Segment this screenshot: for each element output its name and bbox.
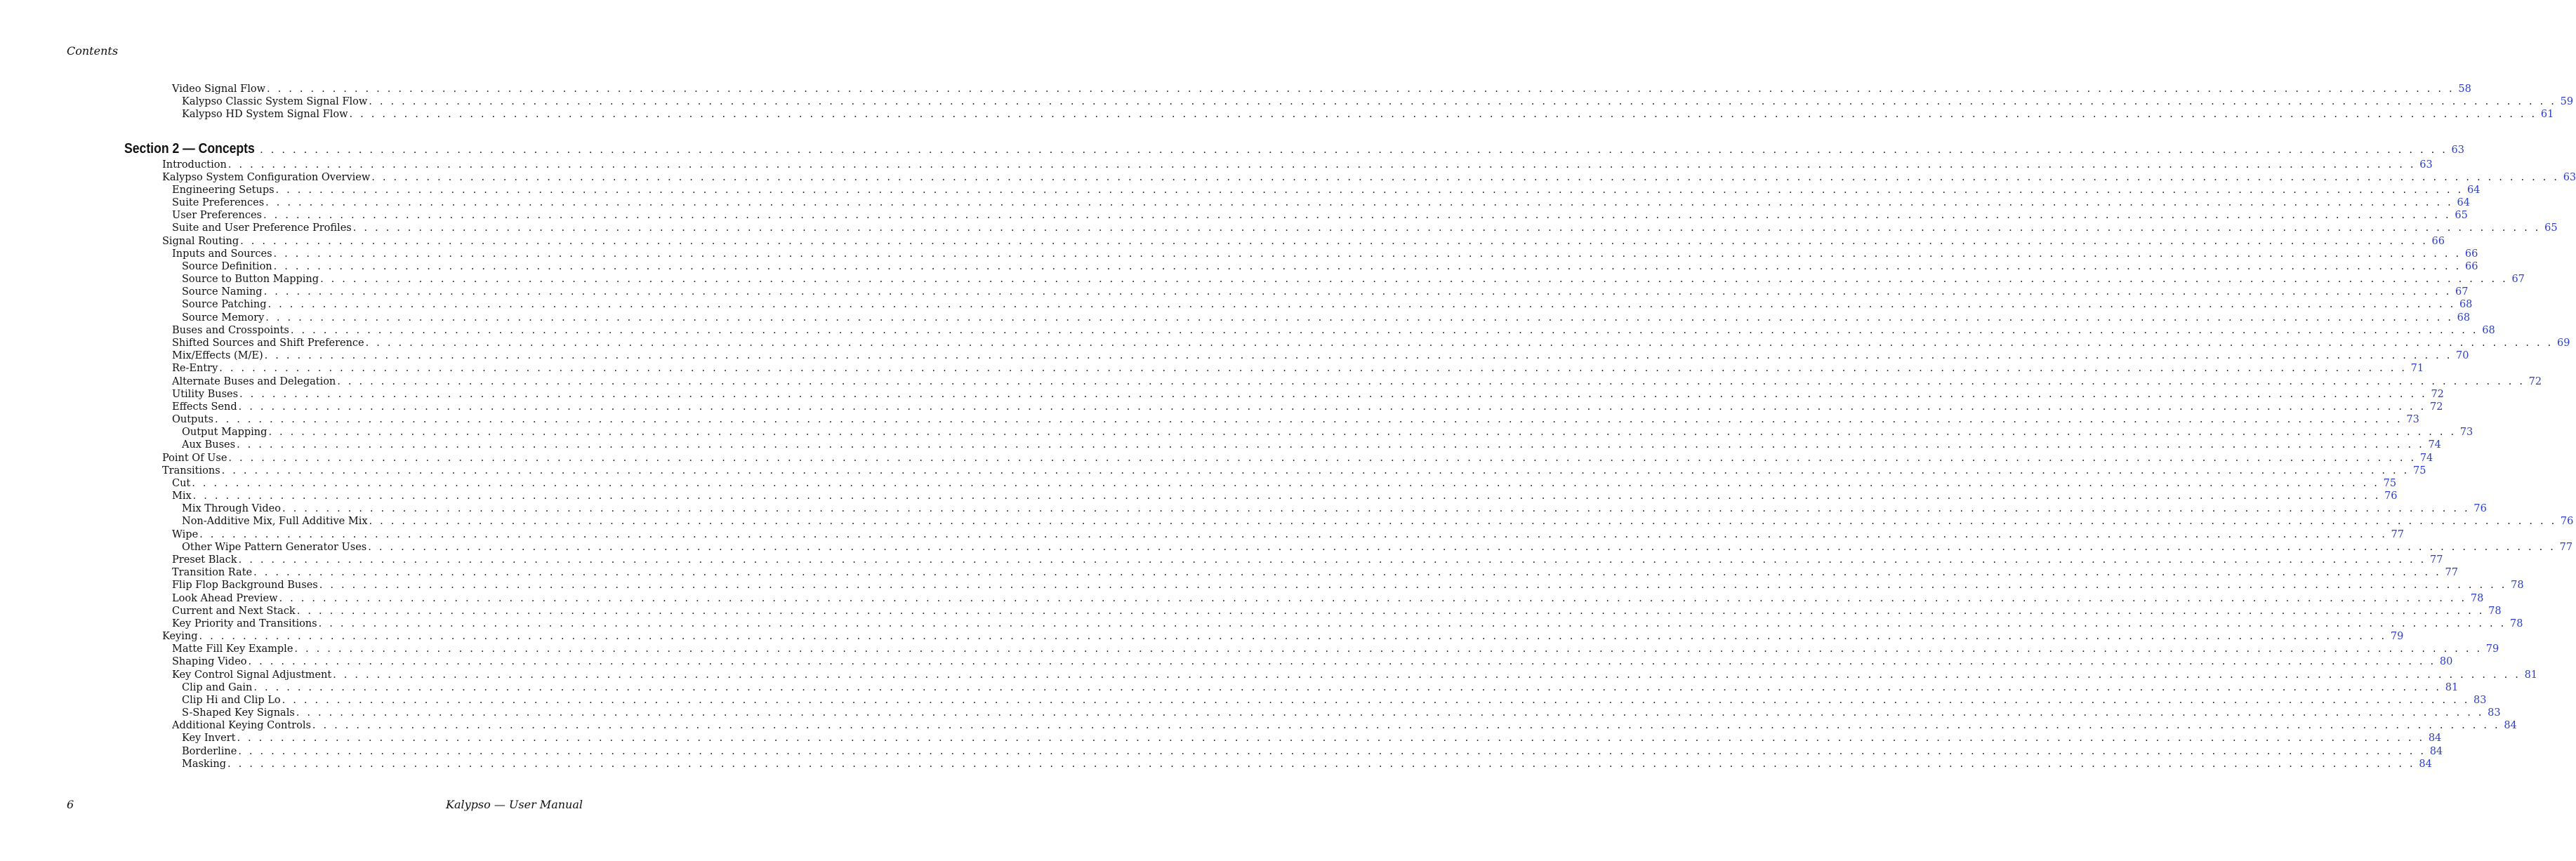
- dot-leader: . . . . . . . . . . . . . . . . . . . . . . . . . . . . . . . . . . . . . . . . . . . . . . . . . . . . . . . . . . . . . . . . . . . . . . . . . . . . . . . . . . . . . . . . . . . . . . . . . . . . . . . . . . . . . . . . . . . . . . . . . . . . . . . . . . . . . . . . . . . . . . . . . . . . . . . . . . . . . . . . . . . . . . . . . . . . . . . . . . . . . . . . . . . . . . . . . . . . . . . .: [263, 210, 2451, 221]
- toc-entry-title: Source Patching: [182, 299, 267, 310]
- toc-page-link[interactable]: 65: [2455, 210, 2468, 221]
- toc-page-link[interactable]: 73: [2459, 427, 2473, 438]
- dot-leader: . . . . . . . . . . . . . . . . . . . . . . . . . . . . . . . . . . . . . . . . . . . . . . . . . . . . . . . . . . . . . . . . . . . . . . . . . . . . . . . . . . . . . . . . . . . . . . . . . . . . . . . . . . . . . . . . . . . . . . . . . . . . . . . . . . . . . . . . . . . . . . . . . . . . . . . . . . . . . . . . . . . . . . . . . . . . . . . . . . . . . . . . . . . . . . . . . . . . . . . .: [192, 478, 2380, 489]
- toc-entry-title: Kalypso Classic System Signal Flow: [182, 96, 368, 107]
- dot-leader: . . . . . . . . . . . . . . . . . . . . . . . . . . . . . . . . . . . . . . . . . . . . . . . . . . . . . . . . . . . . . . . . . . . . . . . . . . . . . . . . . . . . . . . . . . . . . . . . . . . . . . . . . . . . . . . . . . . . . . . . . . . . . . . . . . . . . . . . . . . . . . . . . . . . . . . . . . . . . . . . . . . . . . . . . . . . . . . . . . . . . . . . . . . . . . . . . . . . . . . .: [369, 516, 2557, 527]
- dot-leader: . . . . . . . . . . . . . . . . . . . . . . . . . . . . . . . . . . . . . . . . . . . . . . . . . . . . . . . . . . . . . . . . . . . . . . . . . . . . . . . . . . . . . . . . . . . . . . . . . . . . . . . . . . . . . . . . . . . . . . . . . . . . . . . . . . . . . . . . . . . . . . . . . . . . . . . . . . . . . . . . . . . . . . . . . . . . . . . . . . . . . . . . . . . . . . . . . . . . . . . .: [240, 236, 2428, 247]
- toc-entry[interactable]: [172, 375, 2542, 388]
- dot-leader: . . . . . . . . . . . . . . . . . . . . . . . . . . . . . . . . . . . . . . . . . . . . . . . . . . . . . . . . . . . . . . . . . . . . . . . . . . . . . . . . . . . . . . . . . . . . . . . . . . . . . . . . . . . . . . . . . . . . . . . . . . . . . . . . . . . . . . . . . . . . . . . . . . . . . . . . . . . . . . . . . . . . . . . . . . . . . . . . . . . . . . . . . . . . . . . . . . . . . . . .: [296, 606, 2485, 617]
- toc-entry-title: Key Control Signal Adjustment: [172, 669, 332, 681]
- toc-entry[interactable]: [172, 388, 2444, 401]
- dot-leader: . . . . . . . . . . . . . . . . . . . . . . . . . . . . . . . . . . . . . . . . . . . . . . . . . . . . . . . . . . . . . . . . . . . . . . . . . . . . . . . . . . . . . . . . . . . . . . . . . . . . . . . . . . . . . . . . . . . . . . . . . . . . . . . . . . . . . . . . . . . . . . . . . . . . . . . . . . . . . . . . . . . . . . . . . . . . . . . . . . . . . . . . . . . . . . . . . . . . . . . .: [253, 682, 2442, 693]
- dot-leader: . . . . . . . . . . . . . . . . . . . . . . . . . . . . . . . . . . . . . . . . . . . . . . . . . . . . . . . . . . . . . . . . . . . . . . . . . . . . . . . . . . . . . . . . . . . . . . . . . . . . . . . . . . . . . . . . . . . . . . . . . . . . . . . . . . . . . . . . . . . . . . . . . . . . . . . . . . . . . . . . . . . . . . . . . . . . . . . . . . . . . . . . . . . . . . . . . . . . . . . .: [349, 109, 2537, 120]
- toc-entry-title: Mix/Effects (M/E): [172, 350, 263, 361]
- dot-leader: . . . . . . . . . . . . . . . . . . . . . . . . . . . . . . . . . . . . . . . . . . . . . . . . . . . . . . . . . . . . . . . . . . . . . . . . . . . . . . . . . . . . . . . . . . . . . . . . . . . . . . . . . . . . . . . . . . . . . . . . . . . . . . . . . . . . . . . . . . . . . . . . . . . . . . . . . . . . . . . . . . . . . . . . . . . . . . . . . . . . . . . . . . . . . . . . . . . . . . . .: [273, 248, 2462, 260]
- toc-page-link[interactable]: 68: [2457, 312, 2471, 323]
- toc-entry[interactable]: [182, 515, 2574, 528]
- toc-page-link[interactable]: 72: [2431, 389, 2444, 400]
- toc-entry-title: Video Signal Flow: [172, 84, 265, 95]
- toc-page-link[interactable]: 76: [2384, 490, 2398, 502]
- toc-entry-title: Introduction: [162, 159, 227, 171]
- toc-entry-title: Utility Buses: [172, 389, 239, 400]
- toc-page-link[interactable]: 81: [2445, 682, 2459, 693]
- toc-entry-title: User Preferences: [172, 210, 262, 221]
- dot-leader: . . . . . . . . . . . . . . . . . . . . . . . . . . . . . . . . . . . . . . . . . . . . . . . . . . . . . . . . . . . . . . . . . . . . . . . . . . . . . . . . . . . . . . . . . . . . . . . . . . . . . . . . . . . . . . . . . . . . . . . . . . . . . . . . . . . . . . . . . . . . . . . . . . . . . . . . . . . . . . . . . . . . . . . . . . . . . . . . . . . . . . . . . . . . . . . . . . . . . . . .: [275, 185, 2464, 196]
- toc-page-link[interactable]: 78: [2488, 606, 2502, 617]
- toc-entry[interactable]: [182, 439, 2441, 451]
- toc-page-link[interactable]: 73: [2406, 414, 2419, 425]
- toc-page-link[interactable]: 63: [2419, 159, 2433, 171]
- toc-entry-title: Cut: [172, 478, 191, 489]
- toc-page-link[interactable]: 77: [2445, 567, 2458, 578]
- toc-entry[interactable]: [172, 528, 2404, 541]
- dot-leader: . . . . . . . . . . . . . . . . . . . . . . . . . . . . . . . . . . . . . . . . . . . . . . . . . . . . . . . . . . . . . . . . . . . . . . . . . . . . . . . . . . . . . . . . . . . . . . . . . . . . . . . . . . . . . . . . . . . . . . . . . . . . . . . . . . . . . . . . . . . . . . . . . . . . . . . . . . . . . . . . . . . . . . . . . . . . . . . . . . . . . . . . . . . . . . . . . . . . . . . .: [238, 401, 2426, 413]
- toc-entry[interactable]: [172, 248, 2478, 260]
- toc-entry-title: Masking: [182, 759, 226, 770]
- dot-leader: . . . . . . . . . . . . . . . . . . . . . . . . . . . . . . . . . . . . . . . . . . . . . . . . . . . . . . . . . . . . . . . . . . . . . . . . . . . . . . . . . . . . . . . . . . . . . . . . . . . . . . . . . . . . . . . . . . . . . . . . . . . . . . . . . . . . . . . . . . . . . . . . . . . . . . . . . . . . . . . . . . . . . . . . . . . . . . . . . . . . . . . . . . . . . . . . . . . . . . . .: [237, 733, 2425, 744]
- dot-leader: . . . . . . . . . . . . . . . . . . . . . . . . . . . . . . . . . . . . . . . . . . . . . . . . . . . . . . . . . . . . . . . . . . . . . . . . . . . . . . . . . . . . . . . . . . . . . . . . . . . . . . . . . . . . . . . . . . . . . . . . . . . . . . . . . . . . . . . . . . . . . . . . . . . . . . . . . . . . . . . . . . . . . . . . . . . . . . . . . . . . . . . . . . . . . . . . . . . . . . . .: [337, 376, 2525, 387]
- toc-entry[interactable]: [182, 286, 2469, 298]
- toc-page-link[interactable]: 78: [2509, 618, 2523, 629]
- toc-page-link[interactable]: 63: [2563, 172, 2576, 183]
- dot-leader: . . . . . . . . . . . . . . . . . . . . . . . . . . . . . . . . . . . . . . . . . . . . . . . . . . . . . . . . . . . . . . . . . . . . . . . . . . . . . . . . . . . . . . . . . . . . . . . . . . . . . . . . . . . . . . . . . . . . . . . . . . . . . . . . . . . . . . . . . . . . . . . . . . . . . . . . . . . . . . . . . . . . . . . . . . . . . . . . . . . . . . . . . . . . . . . . . . . . . . . .: [368, 542, 2556, 553]
- toc-page-link[interactable]: 77: [2391, 529, 2404, 540]
- toc-entry[interactable]: [172, 222, 2558, 234]
- toc-page-link[interactable]: 79: [2390, 631, 2404, 642]
- toc-entry[interactable]: [182, 758, 2432, 770]
- dot-leader: . . . . . . . . . . . . . . . . . . . . . . . . . . . . . . . . . . . . . . . . . . . . . . . . . . . . . . . . . . . . . . . . . . . . . . . . . . . . . . . . . . . . . . . . . . . . . . . . . . . . . . . . . . . . . . . . . . . . . . . . . . . . . . . . . . . . . . . . . . . . . . . . . . . . . . . . . . . . . . . . . . . . . . . . . . . . . . . . . . . . . . . . . . . . . . . . . . . . . . . .: [282, 503, 2470, 514]
- toc-entry[interactable]: [182, 298, 2473, 311]
- dot-leader: . . . . . . . . . . . . . . . . . . . . . . . . . . . . . . . . . . . . . . . . . . . . . . . . . . . . . . . . . . . . . . . . . . . . . . . . . . . . . . . . . . . . . . . . . . . . . . . . . . . . . . . . . . . . . . . . . . . . . . . . . . . . . . . . . . . . . . . . . . . . . . . . . . . . . . . . . . . . . . . . . . . . . . . . . . . . . . . . . . . . . . . . . . . . . . . . . . . . . . . .: [238, 746, 2426, 757]
- toc-entry-title: Clip Hi and Clip Lo: [182, 695, 281, 706]
- dot-leader: . . . . . . . . . . . . . . . . . . . . . . . . . . . . . . . . . . . . . . . . . . . . . . . . . . . . . . . . . . . . . . . . . . . . . . . . . . . . . . . . . . . . . . . . . . . . . . . . . . . . . . . . . . . . . . . . . . . . . . . . . . . . . . . . . . . . . . . . . . . . . . . . . . . . . . . . . . . . . . . . . . . . . . . . . . . . . . . . . . . . . . . . . . . . . . . . . . . . . . . .: [227, 159, 2416, 171]
- toc-entry[interactable]: [182, 95, 2574, 108]
- toc-entry[interactable]: [172, 184, 2481, 196]
- toc-entry-title: Source to Button Mapping: [182, 274, 319, 285]
- toc-page-link[interactable]: 74: [2419, 453, 2433, 464]
- toc-entry-title: Source Definition: [182, 261, 272, 272]
- footer-page-number: 6: [67, 798, 74, 811]
- dot-leader: . . . . . . . . . . . . . . . . . . . . . . . . . . . . . . . . . . . . . . . . . . . . . . . . . . . . . . . . . . . . . . . . . . . . . . . . . . . . . . . . . . . . . . . . . . . . . . . . . . . . . . . . . . . . . . . . . . . . . . . . . . . . . . . . . . . . . . . . . . . . . . . . . . . . . . . . . . . . . . . . . . . . . . . . . . . . . . . . . . . . . . . . . . . . . . . . . . . . . . . .: [290, 325, 2478, 336]
- toc-entry-title: Additional Keying Controls: [172, 720, 311, 731]
- dot-leader: . . . . . . . . . . . . . . . . . . . . . . . . . . . . . . . . . . . . . . . . . . . . . . . . . . . . . . . . . . . . . . . . . . . . . . . . . . . . . . . . . . . . . . . . . . . . . . . . . . . . . . . . . . . . . . . . . . . . . . . . . . . . . . . . . . . . . . . . . . . . . . . . . . . . . . . . . . . . . . . . . . . . . . . . . . . . . . . . . . . . . . . . . . . . . . . . . . . . . . . .: [279, 593, 2467, 604]
- toc-entry[interactable]: [182, 707, 2501, 719]
- dot-leader: . . . . . . . . . . . . . . . . . . . . . . . . . . . . . . . . . . . . . . . . . . . . . . . . . . . . . . . . . . . . . . . . . . . . . . . . . . . . . . . . . . . . . . . . . . . . . . . . . . . . . . . . . . . . . . . . . . . . . . . . . . . . . . . . . . . . . . . . . . . . . . . . . . . . . . . . . . . . . . . . . . . . . . . . . . . . . . . . . . . . . . . . . . . . . . . . . . . . . . . .: [352, 222, 2541, 234]
- toc-entry[interactable]: [182, 426, 2473, 439]
- toc-entry[interactable]: [172, 490, 2398, 502]
- toc-entry[interactable]: [172, 605, 2502, 618]
- toc-entry-title: Wipe: [172, 529, 199, 540]
- toc-page-link[interactable]: 68: [2482, 325, 2495, 336]
- toc-page-link[interactable]: 80: [2439, 656, 2453, 667]
- dot-leader: . . . . . . . . . . . . . . . . . . . . . . . . . . . . . . . . . . . . . . . . . . . . . . . . . . . . . . . . . . . . . . . . . . . . . . . . . . . . . . . . . . . . . . . . . . . . . . . . . . . . . . . . . . . . . . . . . . . . . . . . . . . . . . . . . . . . . . . . . . . . . . . . . . . . . . . . . . . . . . . . . . . . . . . . . . . . . . . . . . . . . . . . . . . . . . . . . . . . . . . .: [266, 84, 2455, 95]
- toc-entry[interactable]: [172, 337, 2570, 349]
- toc-entry-title: Key Priority and Transitions: [172, 618, 317, 629]
- toc-entry-title: Keying: [162, 631, 198, 642]
- toc-entry-title: Transition Rate: [172, 567, 253, 578]
- toc-entry-title: Kalypso System Configuration Overview: [162, 172, 371, 183]
- toc-page-link[interactable]: 84: [2419, 759, 2432, 770]
- toc-entry-title: Point Of Use: [162, 453, 227, 464]
- toc-entry-title: Re-Entry: [172, 363, 218, 374]
- toc-page-link[interactable]: 64: [2466, 185, 2481, 196]
- dot-leader: . . . . . . . . . . . . . . . . . . . . . . . . . . . . . . . . . . . . . . . . . . . . . . . . . . . . . . . . . . . . . . . . . . . . . . . . . . . . . . . . . . . . . . . . . . . . . . . . . . . . . . . . . . . . . . . . . . . . . . . . . . . . . . . . . . . . . . . . . . . . . . . . . . . . . . . . . . . . . . . . . . . . . . . . . . . . . . . . . . . . . . . . . . . . . . . . . . . . . . . .: [192, 490, 2381, 502]
- toc-entry[interactable]: [172, 413, 2419, 426]
- dot-leader: . . . . . . . . . . . . . . . . . . . . . . . . . . . . . . . . . . . . . . . . . . . . . . . . . . . . . . . . . . . . . . . . . . . . . . . . . . . . . . . . . . . . . . . . . . . . . . . . . . . . . . . . . . . . . . . . . . . . . . . . . . . . . . . . . . . . . . . . . . . . . . . . . . . . . . . . . . . . . . . . . . . . . . . . . . . . . . . . . . . . . . . . . . . . . . . . . . . . . . . .: [268, 427, 2457, 438]
- toc-entry-title: Alternate Buses and Delegation: [172, 376, 336, 387]
- toc-page-link[interactable]: 76: [2560, 516, 2574, 527]
- dot-leader: . . . . . . . . . . . . . . . . . . . . . . . . . . . . . . . . . . . . . . . . . . . . . . . . . . . . . . . . . . . . . . . . . . . . . . . . . . . . . . . . . . . . . . . . . . . . . . . . . . . . . . . . . . . . . . . . . . . . . . . . . . . . . . . . . . . . . . . . . . . . . . . . . . . . . . . . . . . . . . . . . . . . . . . . . . . . . . . . . . . . . . . . . . . . . . . . . . . . . . . .: [267, 299, 2456, 310]
- toc-entry-title: Flip Flop Background Buses: [172, 580, 318, 591]
- toc-entry[interactable]: [172, 669, 2538, 681]
- dot-leader: . . . . . . . . . . . . . . . . . . . . . . . . . . . . . . . . . . . . . . . . . . . . . . . . . . . . . . . . . . . . . . . . . . . . . . . . . . . . . . . . . . . . . . . . . . . . . . . . . . . . . . . . . . . . . . . . . . . . . . . . . . . . . . . . . . . . . . . . . . . . . . . . . . . . . . . . . . . . . . . . . . . . . . . . . . . . . . . . . . . . . . . . . . . . . . . . . . . . . . . .: [264, 350, 2452, 361]
- toc-entry-title: Section 2 — Concepts: [124, 141, 255, 156]
- dot-leader: . . . . . . . . . . . . . . . . . . . . . . . . . . . . . . . . . . . . . . . . . . . . . . . . . . . . . . . . . . . . . . . . . . . . . . . . . . . . . . . . . . . . . . . . . . . . . . . . . . . . . . . . . . . . . . . . . . . . . . . . . . . . . . . . . . . . . . . . . . . . . . . . . . . . . . . . . . . . . . . . . . . . . . . . . . . . . . . . . . . . . . . . . . . . . . . . . . . . . . . .: [221, 465, 2410, 476]
- toc-page-link[interactable]: 83: [2488, 707, 2501, 719]
- dot-leader: . . . . . . . . . . . . . . . . . . . . . . . . . . . . . . . . . . . . . . . . . . . . . . . . . . . . . . . . . . . . . . . . . . . . . . . . . . . . . . . . . . . . . . . . . . . . . . . . . . . . . . . . . . . . . . . . . . . . . . . . . . . . . . . . . . . . . . . . . . . . . . . . . . . . . . . . . . . . . . . . . . . . . . . . . . . . . . . . . . . . . . . . . . . . . . . . . . . . . . . .: [265, 312, 2454, 323]
- dot-leader: . . . . . . . . . . . . . . . . . . . . . . . . . . . . . . . . . . . . . . . . . . . . . . . . . . . . . . . . . . . . . . . . . . . . . . . . . . . . . . . . . . . . . . . . . . . . . . . . . . . . . . . . . . . . . . . . . . . . . . . . . . . . . . . . . . . . . . . . . . . . . . . . . . . . . . . . . . . . . . . . . . . . . . . . . . . . . . . . . . . . . . . . . . . . . . . . . . . . . . . .: [318, 618, 2506, 629]
- toc-page-link[interactable]: 81: [2524, 669, 2538, 681]
- toc-page-link[interactable]: 67: [2455, 286, 2469, 298]
- toc-entry-title: Look Ahead Preview: [172, 593, 278, 604]
- toc-entry-title: S-Shaped Key Signals: [182, 707, 295, 719]
- toc-entry-title: Suite and User Preference Profiles: [172, 222, 352, 234]
- toc-entry[interactable]: [162, 465, 2426, 477]
- dot-leader: . . . . . . . . . . . . . . . . . . . . . . . . . . . . . . . . . . . . . . . . . . . . . . . . . . . . . . . . . . . . . . . . . . . . . . . . . . . . . . . . . . . . . . . . . . . . . . . . . . . . . . . . . . . . . . . . . . . . . . . . . . . . . . . . . . . . . . . . . . . . . . . . . . . . . . . . . . . . . . . . . . . . . . . . . . . . . . . . . . . . . . . . . . . . . . . . . . . . . . . .: [253, 567, 2441, 578]
- dot-leader: . . . . . . . . . . . . . . . . . . . . . . . . . . . . . . . . . . . . . . . . . . . . . . . . . . . . . . . . . . . . . . . . . . . . . . . . . . . . . . . . . . . . . . . . . . . . . . . . . . . . . . . . . . . . . . . . . . . . . . . . . . . . . . . . . . . . . . . . . . . . . . . . . . . . . . . . . . . . . . . . . . . . . . . . . . . . . . . . . . . . . . . . . . . . . . . . . . . . . . . .: [371, 172, 2560, 183]
- toc-entry-title: Effects Send: [172, 401, 237, 413]
- toc-entry[interactable]: [172, 643, 2499, 655]
- toc-entry[interactable]: [162, 159, 2433, 171]
- toc-entry[interactable]: [172, 719, 2517, 732]
- toc-entry-title: Mix Through Video: [182, 503, 281, 514]
- toc-entry-title: Borderline: [182, 746, 237, 757]
- dot-leader: . . . . . . . . . . . . . . . . . . . . . . . . . . . . . . . . . . . . . . . . . . . . . . . . . . . . . . . . . . . . . . . . . . . . . . . . . . . . . . . . . . . . . . . . . . . . . . . . . . . . . . . . . . . . . . . . . . . . . . . . . . . . . . . . . . . . . . . . . . . . . . . . . . . . . . . . . . . . . . . . . . . . . . . . . . . . . . . . . . . . . . . . . . . . . . . . . . . . . . . .: [199, 631, 2387, 642]
- toc-page-link[interactable]: 84: [2428, 733, 2442, 744]
- dot-leader: . . . . . . . . . . . . . . . . . . . . . . . . . . . . . . . . . . . . . . . . . . . . . . . . . . . . . . . . . . . . . . . . . . . . . . . . . . . . . . . . . . . . . . . . . . . . . . . . . . . . . . . . . . . . . . . . . . . . . . . . . . . . . . . . . . . . . . . . . . . . . . . . . . . . . . . . . . . . . . . . . . . . . . . . . . . . . . . . . . . . . . . . . . . . . . . . . . . . . . . .: [273, 261, 2462, 272]
- toc-page-link[interactable]: 67: [2511, 274, 2525, 285]
- toc-entry[interactable]: [182, 541, 2573, 554]
- dot-leader: . . . . . . . . . . . . . . . . . . . . . . . . . . . . . . . . . . . . . . . . . . . . . . . . . . . . . . . . . . . . . . . . . . . . . . . . . . . . . . . . . . . . . . . . . . . . . . . . . . . . . . . . . . . . . . . . . . . . . . . . . . . . . . . . . . . . . . . . . . . . . . . . . . . . . . . . . . . . . . . . . . . . . . . . . . . . . . . . . . . . . . . . . . . . . . . . . . . . . . . .: [237, 439, 2424, 450]
- toc-entry-title: Preset Black: [172, 554, 237, 566]
- toc-entry[interactable]: [172, 655, 2453, 668]
- toc-page-link[interactable]: 83: [2473, 695, 2487, 706]
- dot-leader: . . . . . . . . . . . . . . . . . . . . . . . . . . . . . . . . . . . . . . . . . . . . . . . . . . . . . . . . . . . . . . . . . . . . . . . . . . . . . . . . . . . . . . . . . . . . . . . . . . . . . . . . . . . . . . . . . . . . . . . . . . . . . . . . . . . . . . . . . . . . . . . . . . . . . . . . . . . . . . . . . . . . . . . . . . . . . . . . . . . . . . . . . . . . . . . . . . . . . . . .: [248, 656, 2436, 667]
- toc-page-link[interactable]: 72: [2430, 401, 2443, 413]
- toc-page-link[interactable]: 59: [2560, 96, 2574, 107]
- toc-entry[interactable]: [172, 554, 2443, 566]
- toc-page-link[interactable]: 66: [2465, 261, 2478, 272]
- dot-leader: . . . . . . . . . . . . . . . . . . . . . . . . . . . . . . . . . . . . . . . . . . . . . . . . . . . . . . . . . . . . . . . . . . . . . . . . . . . . . . . . . . . . . . . . . . . . . . . . . . . . . . . . . . . . . . . . . . . . . . . . . . . . . . . . . . . . . . . . . . . . . . . . . . . . . . . . . . . . . . . . . . . . . . . . . . . . . . . . . . . . . . . . . . . . . . . . . . . . . . . .: [199, 529, 2387, 540]
- toc-section-heading[interactable]: [124, 140, 2464, 157]
- toc-entry[interactable]: [182, 108, 2554, 121]
- toc-page-link[interactable]: 58: [2458, 84, 2471, 95]
- toc-entry-title: Outputs: [172, 414, 213, 425]
- toc-page-link[interactable]: 74: [2428, 439, 2441, 450]
- toc-entry[interactable]: [162, 630, 2404, 643]
- toc-entry-title: Inputs and Sources: [172, 248, 272, 260]
- toc-page-link[interactable]: 66: [2431, 236, 2445, 247]
- toc-page-link[interactable]: 78: [2511, 580, 2524, 591]
- toc-entry-title: Shifted Sources and Shift Preference: [172, 338, 364, 349]
- toc-page-link[interactable]: 64: [2457, 197, 2470, 208]
- toc-entry-title: Aux Buses: [182, 439, 236, 450]
- toc-entry[interactable]: [172, 362, 2424, 375]
- dot-leader: . . . . . . . . . . . . . . . . . . . . . . . . . . . . . . . . . . . . . . . . . . . . . . . . . . . . . . . . . . . . . . . . . . . . . . . . . . . . . . . . . . . . . . . . . . . . . . . . . . . . . . . . . . . . . . . . . . . . . . . . . . . . . . . . . . . . . . . . . . . . . . . . . . . . . . . . . . . . . . . . . . . . . . . . . . . . . . . . . . . . . . . . . . . . . . . . . . . . . . . .: [333, 669, 2521, 681]
- dot-leader: . . . . . . . . . . . . . . . . . . . . . . . . . . . . . . . . . . . . . . . . . . . . . . . . . . . . . . . . . . . . . . . . . . . . . . . . . . . . . . . . . . . . . . . . . . . . . . . . . . . . . . . . . . . . . . . . . . . . . . . . . . . . . . . . . . . . . . . . . . . . . . . . . . . . . . . . . . . . . . . . . . . . . . . . . . . . . . . . . . . . . . . . . . . . . . . . . . . . . . . .: [265, 197, 2453, 208]
- dot-leader: . . . . . . . . . . . . . . . . . . . . . . . . . . . . . . . . . . . . . . . . . . . . . . . . . . . . . . . . . . . . . . . . . . . . . . . . . . . . . . . . . . . . . . . . . . . . . . . . . . . . . . . . . . . . . . . . . . . . . . . . . . . . . . . . . . . . . . . . . . . . . . . . . . . . . . . . . . . . . . . . . . . . . . . . . . . . . . . . . . . . . . . . . . . . . . . . . . . . . . . .: [312, 720, 2500, 731]
- toc-page-link[interactable]: 66: [2464, 248, 2478, 260]
- toc-entry-title: Key Invert: [182, 733, 236, 744]
- toc-entry[interactable]: [162, 171, 2576, 184]
- toc-entry-title: Clip and Gain: [182, 682, 253, 693]
- toc-entry-title: Mix: [172, 490, 192, 502]
- dot-leader: . . . . . . . . . . . . . . . . . . . . . . . . . . . . . . . . . . . . . . . . . . . . . . . . . . . . . . . . . . . . . . . . . . . . . . . . . . . . . . . . . . . . . . . . . . . . . . . . . . . . . . . . . . . . . . . . . . . . . . . . . . . . . . . . . . . . . . . . . . . . . . . . . . . . . . . . . . . . . . . . . . . . . . . . . . . . . . . . . . . . . . . . . . . . . . . . . . . . . . . .: [319, 580, 2507, 591]
- toc-entry[interactable]: [172, 477, 2397, 490]
- dot-leader: . . . . . . . . . . . . . . . . . . . . . . . . . . . . . . . . . . . . . . . . . . . . . . . . . . . . . . . . . . . . . . . . . . . . . . . . . . . . . . . . . . . . . . . . . . . . . . . . . . . . . . . . . . . . . . . . . . . . . . . . . . . . . . . . . . . . . . . . . . . . . . . . . . . . . . . . . . . . . . . . . . . . . . . . . . . . . . . . . . . . . . . . . . . . . . . . . . . . . . . .: [365, 338, 2554, 349]
- toc-entry-title: Kalypso HD System Signal Flow: [182, 109, 348, 120]
- dot-leader: . . . . . . . . . . . . . . . . . . . . . . . . . . . . . . . . . . . . . . . . . . . . . . . . . . . . . . . . . . . . . . . . . . . . . . . . . . . . . . . . . . . . . . . . . . . . . . . . . . . . . . . . . . . . . . . . . . . . . . . . . . . . . . . . . . . . . . . . . . . . . . . . . . . . . . . . . . . . . . . . . . . . . . . . . . . . . . . . . . . . . . . . . . . . . . . . . . . . . . . .: [219, 363, 2407, 374]
- running-head: Contents: [67, 44, 119, 58]
- dot-leader: . . . . . . . . . . . . . . . . . . . . . . . . . . . . . . . . . . . . . . . . . . . . . . . . . . . . . . . . . . . . . . . . . . . . . . . . . . . . . . . . . . . . . . . . . . . . . . . . . . . . . . . . . . . . . . . . . . . . . . . . . . . . . . . . . . . . . . . . . . . . . . . . . . . . . . . . . . . . . . . . . . . . . . . . . . . . . . . . . . . . . . . . . . . . . . . . . . . . . . . .: [294, 643, 2483, 655]
- toc-entry[interactable]: [182, 502, 2487, 515]
- toc-entry-title: Source Memory: [182, 312, 265, 323]
- toc-entry[interactable]: [182, 312, 2471, 324]
- toc-page-link[interactable]: 71: [2410, 363, 2424, 374]
- toc-entry-title: Transitions: [162, 465, 220, 476]
- toc-page-link[interactable]: 75: [2413, 465, 2426, 476]
- dot-leader: . . . . . . . . . . . . . . . . . . . . . . . . . . . . . . . . . . . . . . . . . . . . . . . . . . . . . . . . . . . . . . . . . . . . . . . . . . . . . . . . . . . . . . . . . . . . . . . . . . . . . . . . . . . . . . . . . . . . . . . . . . . . . . . . . . . . . . . . . . . . . . . . . . . . . . . . . . . . . . . . . . . . . . . . . . . . . . . . . . . . . . . . . . . . . . . . . . . . . . . .: [369, 96, 2557, 107]
- toc-entry-title: Current and Next Stack: [172, 606, 296, 617]
- toc-entry-title: Output Mapping: [182, 427, 267, 438]
- footer-manual-title: Kalypso — User Manual: [446, 798, 583, 811]
- toc-entry[interactable]: [172, 196, 2470, 209]
- toc-entry-title: Suite Preferences: [172, 197, 265, 208]
- toc-page-link[interactable]: 75: [2383, 478, 2397, 489]
- toc-page-link[interactable]: 76: [2473, 503, 2487, 514]
- toc-entry[interactable]: [172, 349, 2469, 362]
- dot-leader: . . . . . . . . . . . . . . . . . . . . . . . . . . . . . . . . . . . . . . . . . . . . . . . . . . . . . . . . . . . . . . . . . . . . . . . . . . . . . . . . . . . . . . . . . . . . . . . . . . . . . . . . . . . . . . . . . . . . . . . . . . . . . . . . . . . . . . . . . . . . . . . . . . . . . . . . . . . . . . . . . . . . . . . . . . . . . . . . . . . . . . . . . . . . . . . . . . . . . . . .: [263, 286, 2452, 298]
- dot-leader: . . . . . . . . . . . . . . . . . . . . . . . . . . . . . . . . . . . . . . . . . . . . . . . . . . . . . . . . . . . . . . . . . . . . . . . . . . . . . . . . . . . . . . . . . . . . . . . . . . . . . . . . . . . . . . . . . . . . . . . . . . . . . . . . . . . . . . . . . . . . . . . . . . . . . . . . . . . . . . . . . . . . . . . . . . . . . . . . . . . . . . . . . . . . . . . . . . . . . . . .: [227, 759, 2415, 770]
- toc-entry[interactable]: [162, 235, 2445, 248]
- toc-entry[interactable]: [182, 732, 2442, 745]
- toc-entry[interactable]: [162, 452, 2433, 465]
- toc-entry[interactable]: [172, 592, 2484, 605]
- dot-leader: . . . . . . . . . . . . . . . . . . . . . . . . . . . . . . . . . . . . . . . . . . . . . . . . . . . . . . . . . . . . . . . . . . . . . . . . . . . . . . . . . . . . . . . . . . . . . . . . . . . . . . . . . . . . . . . . . . . . . . . . . . . . . . . . . . . . . . . . . . . . . . . . . . . . . . . . . . . . . . . . . . . . . . . . . . . . . . . . . . . . . . . . . . . . . . . . . . . . . . . .: [228, 453, 2417, 464]
- toc-page-link[interactable]: 77: [2429, 554, 2443, 566]
- dot-leader: . . . . . . . . . . . . . . . . . . . . . . . . . . . . . . . . . . . . . . . . . . . . . . . . . . . . . . . . . . . . . . . . . . . . . . . . . . . . . . . . . . . . . . . . . . . . . . . . . . . . . . . . . . . . . . . . . . . . . . . . . . . . . . . . . . . . . . . . . . . . . . . . . . . . . . . . . . . . . . . . . . . . . . . . . . . . . . . . . . . . . . . . . . . . . . . . . . . . . . . .: [320, 274, 2508, 285]
- toc-entry[interactable]: [172, 324, 2495, 337]
- toc-page-link[interactable]: 68: [2459, 299, 2473, 310]
- toc-entry-title: Source Naming: [182, 286, 263, 298]
- toc-page-link[interactable]: 65: [2544, 222, 2558, 234]
- toc-entry[interactable]: [182, 260, 2478, 273]
- toc-entry-title: Other Wipe Pattern Generator Uses: [182, 542, 367, 553]
- dot-leader: . . . . . . . . . . . . . . . . . . . . . . . . . . . . . . . . . . . . . . . . . . . . . . . . . . . . . . . . . . . . . . . . . . . . . . . . . . . . . . . . . . . . . . . . . . . . . . . . . . . . . . . . . . . . . . . . . . . . . . . . . . . . . . . . . . . . . . . . . . . . . . . . . . . . . . . . . . . . . . . . . . . . . . . . . . . . . . . . . . . . . . . . . . . . . . . . . . . . . . . .: [296, 707, 2484, 719]
- toc-page-link[interactable]: 70: [2456, 350, 2469, 361]
- toc-page-link[interactable]: 63: [2451, 145, 2464, 156]
- toc-entry-title: Engineering Setups: [172, 185, 275, 196]
- toc-entry[interactable]: [182, 681, 2459, 694]
- toc-entry-title: Buses and Crosspoints: [172, 325, 289, 336]
- dot-leader: . . . . . . . . . . . . . . . . . . . . . . . . . . . . . . . . . . . . . . . . . . . . . . . . . . . . . . . . . . . . . . . . . . . . . . . . . . . . . . . . . . . . . . . . . . . . . . . . . . . . . . . . . . . . . . . . . . . . . . . . . . . . . . . . . . . . . . . . . . . . . . . . . . . . . . . . . . . . . . . . . . . . . . . . . . . . . . . . . . . . . . . . . . . . . . . . . . . . . . . .: [239, 389, 2427, 400]
- dot-leader: . . . . . . . . . . . . . . . . . . . . . . . . . . . . . . . . . . . . . . . . . . . . . . . . . . . . . . . . . . . . . . . . . . . . . . . . . . . . . . . . . . . . . . . . . . . . . . . . . . . . . . . . . . . . . . . . . . . . . . . . . . . . . . . . . . . . . . . . . . . . . . . . . . . . . . . . . . . . . . . . . . . . . . . . . . . . . . . . . . . . . . . . . . . . . . . . . . . . . . . .: [282, 695, 2470, 706]
- toc-entry[interactable]: [182, 273, 2525, 286]
- dot-leader: . . . . . . . . . . . . . . . . . . . . . . . . . . . . . . . . . . . . . . . . . . . . . . . . . . . . . . . . . . . . . . . . . . . . . . . . . . . . . . . . . . . . . . . . . . . . . . . . . . . . . . . . . . . . . . . . . . . . . . . . . . . . . . . . . . . . . . . . . . . . . . . . . . . . . . . . . . . . . . . . . . . . . . . . . . . . . . . . . . . . . . . . . . . . . . . . . . . . . . . .: [214, 414, 2403, 425]
- toc-page-link[interactable]: 84: [2429, 746, 2443, 757]
- toc-entry-title: Non-Additive Mix, Full Additive Mix: [182, 516, 368, 527]
- toc-entry[interactable]: [172, 579, 2524, 592]
- toc-entry[interactable]: [172, 566, 2458, 579]
- dot-leader: . . . . . . . . . . . . . . . . . . . . . . . . . . . . . . . . . . . . . . . . . . . . . . . . . . . . . . . . . . . . . . . . . . . . . . . . . . . . . . . . . . . . . . . . . . . . . . . . . . . . . . . . . . . . . . . . . . . . . . . . . . . . . . . . . . . . . . . . . . . . . . . . . . . . . . . . . . . . . . . . . . . . . . . . . . . . . . . . . . . . . . . . . . . . . . . . . . . . . . . .: [238, 554, 2426, 566]
- toc-page-link[interactable]: 72: [2528, 376, 2542, 387]
- toc-page-link[interactable]: 61: [2540, 109, 2554, 120]
- toc-page-link[interactable]: 78: [2470, 593, 2484, 604]
- dot-leader: . . . . . . . . . . . . . . . . . . . . . . . . . . . . . . . . . . . . . . . . . . . . . . . . . . . . . . . . . . . . . . . . . . . . . . . . . . . . . . . . . . . . . . . . . . . . . . . . . . . . . . . . . . . . . . . . . . . . . . . . . . . . . . . . . . . . . . . . . . . . . . . . . . . . . . . . . . . . . . . . . . . . . . . . . . . . . . . . . . . . . . . . . . . . . . . . . . . . . . . .: [260, 145, 2448, 156]
- toc-entry-title: Shaping Video: [172, 656, 247, 667]
- toc-page-link[interactable]: 69: [2557, 338, 2570, 349]
- toc-entry[interactable]: [172, 401, 2443, 413]
- toc-entry[interactable]: [172, 209, 2468, 222]
- toc-entry[interactable]: [172, 83, 2471, 95]
- toc-entry[interactable]: [172, 618, 2523, 630]
- toc-page-link[interactable]: 77: [2559, 542, 2573, 553]
- toc-entry-title: Matte Fill Key Example: [172, 643, 293, 655]
- toc-entry-title: Signal Routing: [162, 236, 239, 247]
- toc-page-link[interactable]: 79: [2485, 643, 2499, 655]
- toc-entry[interactable]: [182, 694, 2487, 707]
- toc-page-link[interactable]: 84: [2504, 720, 2517, 731]
- toc-entry[interactable]: [182, 745, 2443, 758]
